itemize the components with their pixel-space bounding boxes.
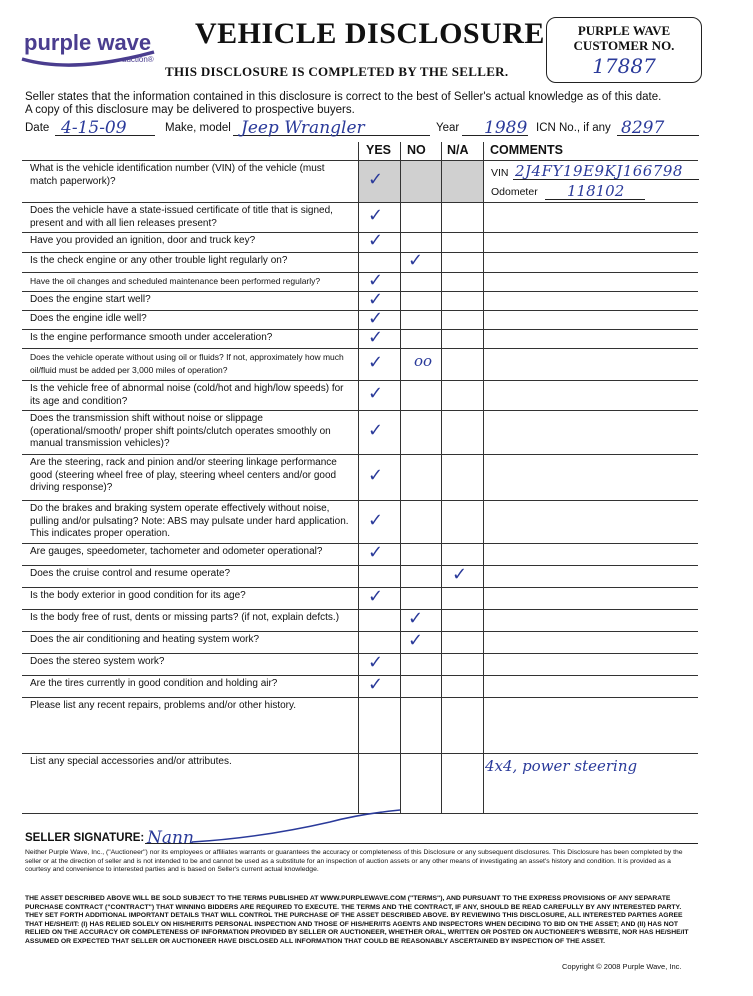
answer-check-no[interactable]: ✓ bbox=[408, 608, 424, 629]
table-rule bbox=[22, 252, 698, 253]
table-rule bbox=[22, 232, 698, 233]
seller-signature: Nann bbox=[147, 828, 194, 848]
answer-check-yes[interactable]: ✓ bbox=[368, 169, 384, 190]
table-rule bbox=[22, 329, 698, 330]
odometer-field: 118102 bbox=[545, 182, 645, 200]
question-text: Does the engine idle well? bbox=[30, 313, 147, 324]
question-text: Does the stereo system work? bbox=[30, 656, 165, 667]
vin-label: VIN bbox=[491, 167, 509, 179]
seller-signature-label: SELLER SIGNATURE: bbox=[25, 832, 145, 844]
table-column-divider bbox=[483, 142, 484, 813]
question-text: Do the brakes and braking system operate effectively without noise, pulling and/or pulsating? Note: ABS may pulsate under hard application. This indicates proper operation. bbox=[30, 503, 349, 539]
logo-subtitle: auction® bbox=[122, 55, 154, 64]
table-rule bbox=[22, 631, 698, 632]
table-rule bbox=[22, 348, 698, 349]
table-rule bbox=[22, 310, 698, 311]
customer-number-box bbox=[546, 17, 702, 83]
table-rule bbox=[22, 697, 698, 698]
year-label: Year bbox=[436, 122, 460, 134]
answer-check-no[interactable]: ✓ bbox=[408, 630, 424, 651]
disclaimer-paragraph: Neither Purple Wave, Inc., ("Auctioneer") nor its employees or affiliates warrants or guarantees the accuracy or completeness of this Disclosure or any subsequent disclosures. This Disclosure has been completed by the seller or at the direction of seller and is not intended to be and cannot be used as a substitute for an inspection of auction assets or any other means of investigating an asset's history and condition. It is provided as a courtesy and convenience to interested parties and is based on Seller's current actual knowledge. bbox=[25, 849, 683, 874]
page-title: VEHICLE DISCLOSURE bbox=[195, 17, 545, 50]
customer-number-value: 17887 bbox=[592, 54, 656, 78]
answer-check-yes[interactable]: ✓ bbox=[368, 205, 384, 226]
table-rule bbox=[22, 653, 698, 654]
intro-line-2: A copy of this disclosure may be delivered to prospective buyers. bbox=[25, 104, 355, 116]
question-text: Are the steering, rack and pinion and/or steering linkage performance good (steering wheel free of play, steering wheel centers and/or good driving response)? bbox=[30, 457, 337, 493]
question-text: Does the air conditioning and heating system work? bbox=[30, 634, 260, 645]
table-column-divider bbox=[441, 142, 442, 813]
answer-check-yes[interactable]: ✓ bbox=[368, 586, 384, 607]
oil-usage-note: oo bbox=[414, 352, 433, 370]
date-field: 4-15-09 bbox=[55, 118, 155, 136]
table-rule bbox=[22, 380, 698, 381]
question-text: Is the body free of rust, dents or missing parts? (if not, explain defcts.) bbox=[30, 612, 340, 623]
question-text: Does the vehicle operate without using oil or fluids? If not, approximately how much oil/fluid must be added per 3,000 miles of operation? bbox=[30, 352, 344, 375]
question-text: Does the vehicle have a state-issued certificate of title that is signed, present and with all lien releases present? bbox=[30, 205, 333, 229]
terms-paragraph: THE ASSET DESCRIBED ABOVE WILL BE SOLD SUBJECT TO THE TERMS PUBLISHED AT WWW.PURPLEWAVE.COM ("TERMS"), AND PURSUANT TO THE EXPRESS PROVISIONS OF ANY SEPARATE PURCHASE CONTRACT ("CONTRACT") THAT WINNING BIDDERS ARE REQUIRED TO EXECUTE. THE TERMS AND THE CONTRACT, IF ANY, SHOULD BE READ CAREFULLY BY ANY INTERESTED PARTY. THEY SET FORTH ADDITIONAL IMPORTANT DETAILS THAT WILL CONTROL THE PURCHASE OF THE ASSET DESCRIBED ABOVE. BY REVIEWING THIS DISCLOSURE, ALL INTERESTED PARTIES AGREE THAT HE/SHE/IT: (I) HAS RELIED SOLELY ON HIS/HER/ITS PERSONAL INSPECTION AND THOSE OF HIS/HER/ITS AGENTS AND INSPECTORS WHEN DECIDING TO BID ON THE ASSET; AND (II) HAS NOT RELIED ON THE ACCURACY OR COMPLETENESS OF INFORMATION PROVIDED BY SELLER OR AUCTIONEER, WHETHER ORAL, WRITTEN OR POSTED ON AUCTIONEER'S WEBSITE, NOR HAS HE/SHE/IT ASSUMED OR EXPECTED THAT SELLER OR AUCTIONEER HAVE DISCLOSED ALL INFORMATION THAT COULD BE REASONABLY ASCERTAINED BY INSPECTION OF THE ASSET. bbox=[25, 895, 689, 945]
answer-check-yes[interactable]: ✓ bbox=[368, 270, 384, 291]
customer-box-line2: CUSTOMER NO. bbox=[573, 38, 675, 53]
question-text: Is the engine performance smooth under acceleration? bbox=[30, 332, 273, 343]
copyright: Copyright © 2008 Purple Wave, Inc. bbox=[562, 962, 682, 971]
vin-field: 2J4FY19E9KJ166798 bbox=[513, 162, 699, 180]
odometer-label: Odometer bbox=[491, 186, 538, 198]
table-rule bbox=[22, 291, 698, 292]
intro-line-1: Seller states that the information contained in this disclosure is correct to the best of Seller's actual knowledge as of this date. bbox=[25, 91, 662, 103]
accessories-comment: 4x4, power steering bbox=[485, 757, 638, 775]
answer-check-yes[interactable]: ✓ bbox=[368, 510, 384, 531]
answer-check-yes[interactable]: ✓ bbox=[368, 352, 384, 373]
header-no: NO bbox=[407, 143, 426, 157]
answer-check-yes[interactable]: ✓ bbox=[368, 230, 384, 251]
question-text: Please list any recent repairs, problems and/or other history. bbox=[30, 700, 297, 711]
table-rule bbox=[22, 543, 698, 544]
icn-label: ICN No., if any bbox=[536, 122, 611, 134]
answer-check-yes[interactable]: ✓ bbox=[368, 327, 384, 348]
answer-check-yes[interactable]: ✓ bbox=[368, 420, 384, 441]
question-text: List any special accessories and/or attributes. bbox=[30, 756, 232, 767]
logo-wordmark: purple wave bbox=[24, 30, 152, 55]
table-rule bbox=[22, 565, 698, 566]
answer-check-yes[interactable]: ✓ bbox=[368, 652, 384, 673]
table-rule bbox=[22, 410, 698, 411]
question-text: Is the body exterior in good condition for its age? bbox=[30, 590, 246, 601]
table-rule bbox=[22, 753, 698, 754]
table-rule bbox=[22, 587, 698, 588]
icn-field: 8297 bbox=[617, 118, 699, 136]
customer-box-line1: PURPLE WAVE bbox=[577, 23, 671, 38]
question-text: Have you provided an ignition, door and truck key? bbox=[30, 235, 256, 246]
table-rule bbox=[22, 160, 698, 161]
question-text: Have the oil changes and scheduled maintenance been performed regularly? bbox=[30, 276, 321, 286]
question-text: Are gauges, speedometer, tachometer and odometer operational? bbox=[30, 546, 323, 557]
answer-check-na[interactable]: ✓ bbox=[452, 564, 468, 585]
table-rule bbox=[22, 202, 698, 203]
date-label: Date bbox=[25, 122, 50, 134]
question-text: Does the transmission shift without noise or slippage (operational/smooth/ proper shift points/clutch operates smoothly on manual transmission vehicles)? bbox=[30, 413, 331, 449]
answer-check-yes[interactable]: ✓ bbox=[368, 674, 384, 695]
table-rule bbox=[22, 500, 698, 501]
question-text: Does the cruise control and resume operate? bbox=[30, 568, 231, 579]
answer-check-yes[interactable]: ✓ bbox=[368, 542, 384, 563]
question-text: Does the engine start well? bbox=[30, 294, 151, 305]
header-comments: COMMENTS bbox=[490, 143, 563, 157]
table-rule bbox=[22, 675, 698, 676]
question-text: What is the vehicle identification number (VIN) of the vehicle (must match paperwork)? bbox=[30, 163, 325, 187]
signature-stroke-icon bbox=[190, 808, 410, 848]
make-model-field: Jeep Wrangler bbox=[233, 118, 430, 136]
table-rule bbox=[22, 454, 698, 455]
question-text: Are the tires currently in good condition and holding air? bbox=[30, 678, 278, 689]
page-subtitle: THIS DISCLOSURE IS COMPLETED BY THE SELLER. bbox=[165, 64, 509, 79]
year-field: 1989 bbox=[462, 118, 528, 136]
table-rule bbox=[22, 272, 698, 273]
question-text: Is the check engine or any other trouble light regularly on? bbox=[30, 255, 288, 266]
table-column-divider bbox=[358, 142, 359, 813]
answer-check-yes[interactable]: ✓ bbox=[368, 289, 384, 310]
question-text: Is the vehicle free of abnormal noise (cold/hot and high/low speeds) for its age and condition? bbox=[30, 383, 344, 407]
header-yes: YES bbox=[366, 143, 392, 157]
table-column-divider bbox=[400, 142, 401, 813]
answer-check-yes[interactable]: ✓ bbox=[368, 383, 384, 404]
answer-check-yes[interactable]: ✓ bbox=[368, 465, 384, 486]
logo bbox=[14, 28, 159, 68]
table-rule bbox=[22, 609, 698, 610]
answer-check-no[interactable]: ✓ bbox=[408, 250, 424, 271]
header-na: N/A bbox=[447, 143, 469, 157]
make-model-label: Make, model bbox=[165, 122, 231, 134]
answer-check-yes[interactable]: ✓ bbox=[368, 308, 384, 329]
